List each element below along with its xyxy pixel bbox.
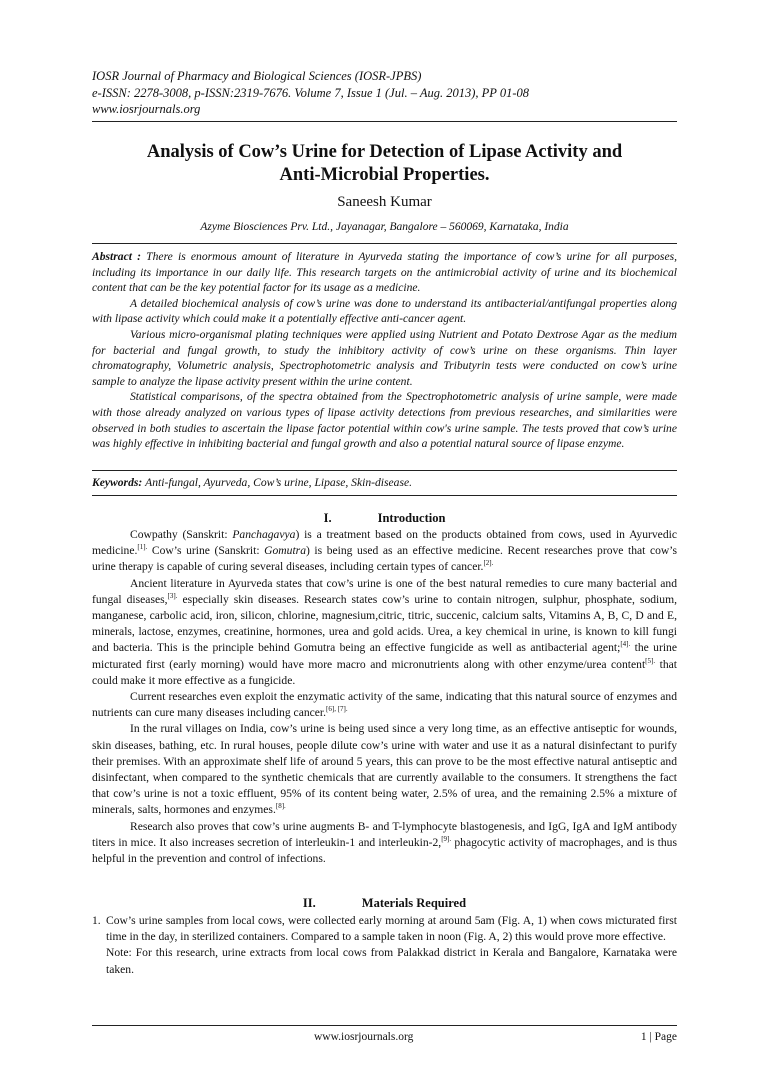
footer-rule: [92, 1025, 677, 1026]
citation[interactable]: [8].: [275, 802, 286, 811]
abstract-paragraph-4: Statistical comparisons, of the spectra obtained from the Spectrophotometric analysis of urine sample, were made with those already analyzed on various types of lipase activity detections from previous researches, and similarities were observed in both studies to ascertain the lipase factor potential within cow's urine sample. The tests proved that cow’s urine was highly effective in inhibiting bacterial and fungal growth and also a potential natural source of lipase enzyme.: [92, 390, 677, 451]
list-item-number: 1.: [92, 914, 101, 927]
author-affiliation: Azyme Biosciences Prv. Ltd., Jayanagar, Bangalore – 560069, Karnataka, India: [200, 221, 569, 233]
intro-paragraph-5: Research also proves that cow’s urine augments B- and T-lymphocyte blastogenesis, and IgG, IgA and IgM antibody titers in mice. It also increases secretion of interleukin-1 and interleukin-2,$^{[9].}$ phagocytic activity of macrophages, and is thus helpful in the prevention and control of infections.: [92, 819, 677, 866]
page-number: 1 | Page: [640, 1031, 677, 1043]
citation[interactable]: [4].: [620, 640, 631, 649]
intro-paragraph-1: Cowpathy (Sanskrit: Panchagavya) is a treatment based on the products obtained from cows, used in Ayurvedic medicine.$^{[1].}$ Cow’s urine (Sanskrit: Gomutra) is being used as an effective medicine. Recent researches prove that cow’s urine therapy is capable of curing several diseases, including certain types of cancer.$^{[2].}$: [92, 528, 678, 574]
citation[interactable]: [5].: [645, 656, 656, 665]
section-number: II.: [302, 896, 316, 910]
intro-paragraph-4: In the rural villages on India, cow’s urine is being used since a very long time, as an effective antiseptic for wounds, skin diseases, bathing, etc. In rural houses, people dilute cow’s urine with water and use it as a natural disinfectant to purify their premises. With an approximate shelf life of around 5 years, this can prove to be the most effective natural antiseptic and disinfectant, when compared to the synthetic chemicals that are currently available to the consumers. It strengthens the fact that cow’s urine is not a toxic effluent, 95% of its content being water, 2.5% of urea, and the remaining 2.5% a mixture of minerals, salts, hormones and enzymes.$^{[8].}$: [92, 722, 677, 817]
list-item: [106, 913, 677, 978]
introduction-body: [92, 527, 677, 867]
section-number: I.: [323, 511, 332, 525]
keywords-text: Anti-fungal, Ayurveda, Cow’s urine, Lipase, Skin-disease.: [145, 476, 413, 489]
materials-list: [92, 913, 677, 978]
footer-website[interactable]: www.iosrjournals.org: [314, 1031, 414, 1043]
citation[interactable]: [6], [7].: [326, 705, 348, 714]
section-title: Introduction: [377, 511, 446, 525]
keywords: [92, 476, 677, 489]
list-item-text: Cow’s urine samples from local cows, were collected early morning at around 5am (Fig. A, 1) when cows micturated first time in the day, in sterilized containers. Compared to a sample taken in noon (Fig. A, 2) this would prove more effective.: [106, 914, 677, 944]
journal-name: IOSR Journal of Pharmacy and Biological Sciences (IOSR-JPBS): [92, 69, 422, 83]
list-item-note: Note: For this research, urine extracts from local cows from Palakkad district in Kerala and Bangalore, Karnataka were taken.: [106, 946, 677, 976]
abstract-bottom-rule: [92, 470, 677, 471]
paper-title: [92, 141, 677, 187]
citation[interactable]: [1].: [137, 543, 148, 552]
abstract-paragraph-3: Various micro-organismal plating techniques were applied using Nutrient and Potato Dextrose Agar as the medium for bacterial and fungal growth, to study the inhibitory activity of cow’s urine on these organisms. Thin layer chromatography, Volumetric analysis, Spectrophotometric analysis and Tributyrin tests were conducted on cow’s urine sample to analyze the lipase activity present within the urine content.: [92, 327, 677, 388]
intro-paragraph-2: Ancient literature in Ayurveda states that cow’s urine is one of the best natural remedies to cure many bacterial and fungal diseases,$^{[3].}$ especially skin diseases. Research states cow’s urine to contain nitrogen, sulphur, phosphate, sodium, manganese, carbolic acid, iron, silicon, chlorine, magnesium,citric, titric, succenic, calcium salts, Vitamins A, B, C, D and E, minerals, lactose, enzymes, creatinine, hormones, urea and gold acids. Urea, a key chemical in urine, is known to kill fungi and bacteria. This is the principle behind Gomutra being an effective fungicide as well as antibacterial agent;$^{[4].}$ the urine micturated first (early morning) would have more macro and micronutrients along with other enzyme/urea content$^{[5].}$ that could make it more effective as a fungicide.: [92, 576, 677, 687]
intro-paragraph-3: Current researches even exploit the enzymatic activity of the same, indicating that this natural source of enzymes and nutrients can cure many diseases including cancer.$^{[6], [7].}$: [92, 690, 677, 720]
journal-issn: e-ISSN: 2278-3008, p-ISSN:2319-7676. Volume 7, Issue 1 (Jul. – Aug. 2013), PP 01-08: [92, 85, 529, 100]
header-rule: [92, 121, 677, 122]
abstract-top-rule: [92, 243, 677, 244]
abstract: [92, 249, 677, 452]
section-heading-introduction: [92, 511, 677, 526]
citation[interactable]: [2].: [483, 559, 494, 568]
title-line-2: Anti-Microbial Properties.: [279, 165, 490, 185]
keywords-label: Keywords:: [92, 476, 143, 489]
section-title: Materials Required: [361, 896, 467, 910]
abstract-paragraph-2: A detailed biochemical analysis of cow’s urine was done to understand its antibacterial/antifungal properties along with lipase activity which could make it a potentially effective anti-cancer agent.: [92, 296, 677, 326]
abstract-label: Abstract :: [92, 250, 141, 263]
abstract-paragraph-1: Abstract : There is enormous amount of literature in Ayurveda stating the importance of cow’s urine for all purposes, including its importance in our daily life. This research targets on the antimicrobial activity of urine and its biochemical content that can be the key potential factor for its usage as a medicine.: [92, 250, 677, 295]
journal-header: [92, 68, 692, 118]
title-line-1: Analysis of Cow’s Urine for Detection of Lipase Activity and: [146, 142, 623, 162]
journal-website[interactable]: www.iosrjournals.org: [92, 102, 201, 116]
citation[interactable]: [3].: [167, 591, 178, 600]
citation[interactable]: [9].: [441, 835, 452, 843]
author-name: Saneesh Kumar: [337, 194, 432, 210]
keywords-rule: [92, 495, 677, 496]
section-heading-materials: [92, 896, 677, 911]
